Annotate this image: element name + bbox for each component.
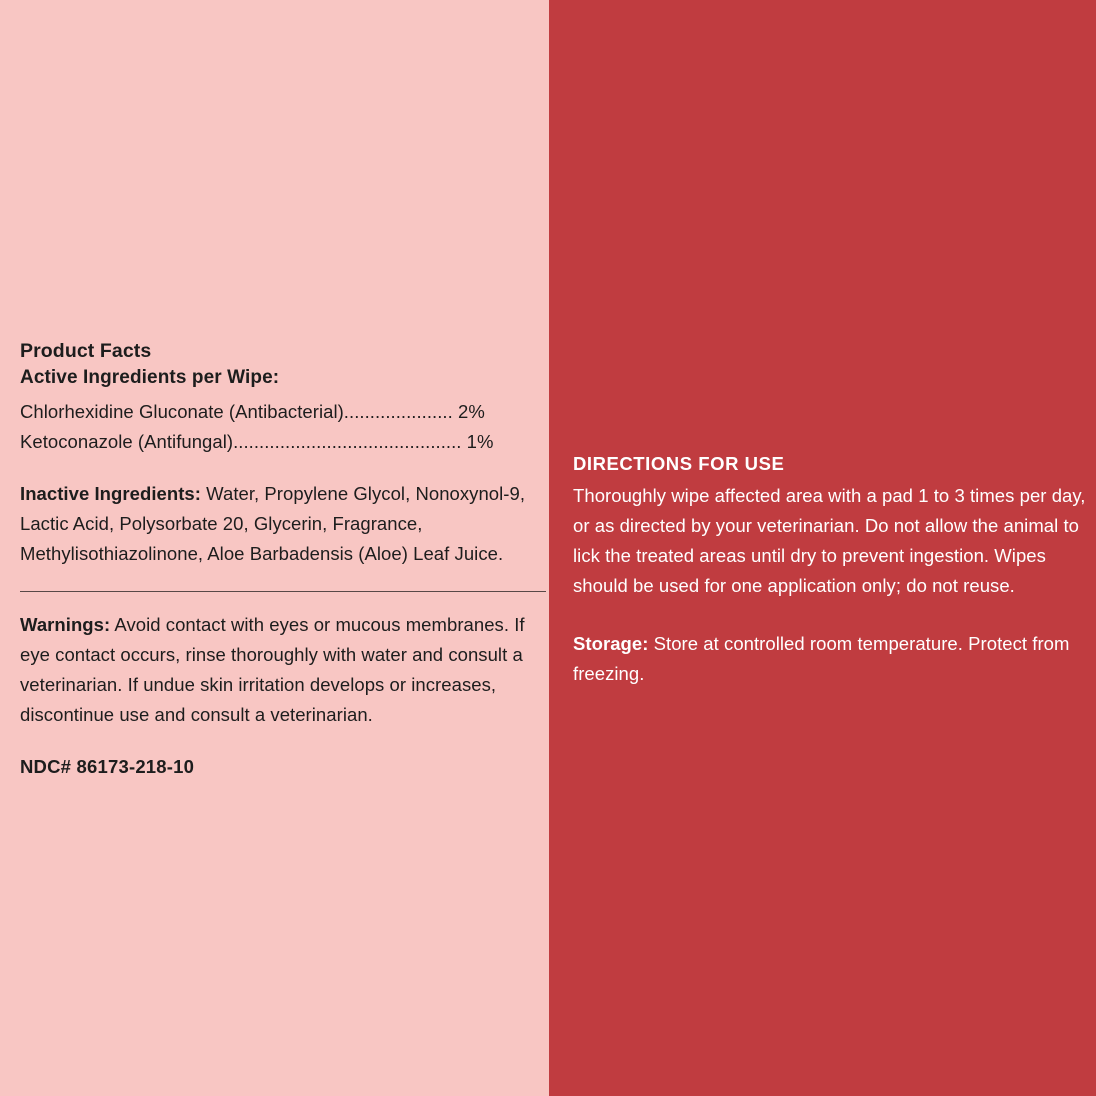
active-ingredients-list — [20, 397, 540, 457]
active-ingredient-row: Chlorhexidine Gluconate (Antibacterial)..................... 2% — [20, 400, 485, 422]
directions-for-use-heading: DIRECTIONS FOR USE — [573, 453, 785, 474]
storage-label: Storage: — [573, 632, 649, 654]
storage-text: Store at controlled room temperature. Protect from freezing. — [573, 632, 1070, 684]
directions-for-use-text: Thoroughly wipe affected area with a pad 1 to 3 times per day, or as directed by your veterinarian. Do not allow the animal to lick the treated areas until dry to prevent ingestion. Wipes should be used for one application only; do not reuse. — [573, 484, 1086, 596]
inactive-ingredients-paragraph — [20, 479, 536, 569]
inactive-ingredients-text: Water, Propylene Glycol, Nonoxynol-9, Lactic Acid, Polysorbate 20, Glycerin, Fragrance, Methylisothiazolinone, Aloe Barbadensis (Aloe) Leaf Juice. — [20, 482, 526, 564]
section-divider — [20, 591, 546, 592]
product-facts-content — [20, 338, 540, 778]
directions-content — [573, 450, 1089, 689]
active-ingredients-heading: Active Ingredients per Wipe: — [20, 367, 280, 389]
warnings-paragraph — [20, 610, 536, 730]
ndc-number: NDC# 86173-218-10 — [20, 756, 195, 778]
directions-panel — [549, 0, 1096, 1096]
warnings-text: Avoid contact with eyes or mucous membranes. If eye contact occurs, rinse thoroughly with water and consult a veterinarian. If undue skin irritation develops or increases, discontinue use and consult a veterinarian. — [20, 614, 525, 726]
warnings-label: Warnings: — [20, 614, 111, 636]
product-facts-title: Product Facts — [20, 340, 152, 362]
active-ingredient-row: Ketoconazole (Antifungal)............................................ 1% — [20, 430, 494, 452]
storage-paragraph — [573, 629, 1073, 689]
inactive-ingredients-label: Inactive Ingredients: — [20, 482, 201, 504]
